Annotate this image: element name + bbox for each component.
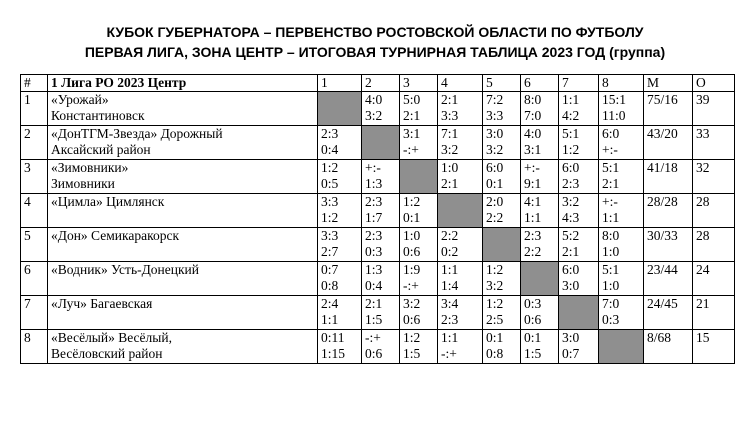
result-cell: [400, 262, 438, 296]
row-number: 7: [21, 296, 48, 330]
row-number: 2: [21, 126, 48, 160]
match-score-second: 0:5: [321, 176, 339, 191]
team-name-line: «Луч» Багаевская: [51, 296, 153, 311]
table-row: [21, 160, 735, 194]
team-name: [48, 194, 318, 228]
result-cell: [559, 126, 599, 160]
result-cell: [559, 228, 599, 262]
match-score-first: 3:1: [403, 126, 421, 141]
match-score-first: 0:1: [486, 330, 504, 345]
match-score-second: 2:1: [403, 108, 421, 123]
match-score-first: 7:2: [486, 92, 504, 107]
match-score-second: 3:3: [441, 108, 459, 123]
match-score-first: 2:3: [365, 228, 383, 243]
table-title-line1: КУБОК ГУБЕРНАТОРА – ПЕРВЕНСТВО РОСТОВСКОЙ ОБЛАСТИ ПО ФУТБОЛУ: [106, 24, 644, 40]
result-cell: [438, 262, 483, 296]
match-score-first: 6:0: [602, 126, 620, 141]
match-score-first: 5:1: [602, 160, 620, 175]
team-name-line: «Дон» Семикаракорск: [51, 228, 179, 243]
result-cell: [438, 296, 483, 330]
result-cell: [521, 228, 559, 262]
table-row: [21, 262, 735, 296]
result-cell: [318, 330, 362, 364]
match-score-second: 1:7: [365, 210, 383, 225]
result-cell: [362, 262, 400, 296]
result-cell: [438, 330, 483, 364]
result-cell: [400, 228, 438, 262]
match-score-first: 2:2: [441, 228, 459, 243]
match-score-second: 1:5: [365, 312, 383, 327]
match-score-second: 0:6: [403, 312, 421, 327]
header-col-8: 8: [599, 75, 644, 92]
match-score-first: 6:0: [562, 262, 580, 277]
result-cell: [318, 194, 362, 228]
match-score-first: 6:0: [562, 160, 580, 175]
match-score-first: 2:3: [321, 126, 339, 141]
team-name: [48, 92, 318, 126]
match-score-first: 1:2: [403, 330, 421, 345]
match-score-first: 5:1: [562, 126, 580, 141]
match-score-first: 3:0: [562, 330, 580, 345]
match-score-second: 0:1: [486, 176, 504, 191]
match-score-first: 15:1: [602, 92, 627, 107]
match-score-second: 3:2: [365, 108, 383, 123]
team-name-line: Весёловский район: [51, 346, 163, 361]
team-name-line: Зимовники: [51, 176, 115, 191]
result-cell: [521, 126, 559, 160]
match-score-first: 1:1: [441, 330, 459, 345]
points-cell: 15: [693, 330, 735, 364]
result-cell: [483, 296, 521, 330]
standings-table: [20, 74, 735, 364]
header-col-4: 4: [438, 75, 483, 92]
points-cell: 24: [693, 262, 735, 296]
header-col-3: 3: [400, 75, 438, 92]
result-cell: [559, 92, 599, 126]
diagonal-cell: [400, 160, 438, 194]
result-cell: [400, 330, 438, 364]
match-score-first: 0:7: [321, 262, 339, 277]
header-col-7: 7: [559, 75, 599, 92]
result-cell: [483, 330, 521, 364]
match-score-first: 2:0: [486, 194, 504, 209]
result-cell: [400, 194, 438, 228]
match-score-first: 3:3: [321, 228, 339, 243]
result-cell: [318, 126, 362, 160]
result-cell: [559, 160, 599, 194]
match-score-second: 3:2: [486, 142, 504, 157]
team-name: [48, 228, 318, 262]
result-cell: [438, 160, 483, 194]
result-cell: [438, 228, 483, 262]
header-row: [21, 75, 735, 92]
team-name: [48, 160, 318, 194]
match-score-first: 1:2: [403, 194, 421, 209]
match-score-first: 1:0: [441, 160, 459, 175]
team-name-line: «Цимла» Цимлянск: [51, 194, 165, 209]
standings-table-container: [20, 74, 735, 364]
match-score-second: 0:6: [365, 346, 383, 361]
match-score-first: -:+: [365, 330, 381, 345]
points-cell: 21: [693, 296, 735, 330]
goals-cell: 24/45: [644, 296, 693, 330]
diagonal-cell: [438, 194, 483, 228]
result-cell: [521, 194, 559, 228]
result-cell: [521, 160, 559, 194]
match-score-second: 1:1: [321, 312, 339, 327]
match-score-second: 0:8: [486, 346, 504, 361]
match-score-second: 1:2: [562, 142, 580, 157]
match-score-first: 1:1: [562, 92, 580, 107]
match-score-second: 1:3: [365, 176, 383, 191]
points-cell: 33: [693, 126, 735, 160]
result-cell: [362, 228, 400, 262]
match-score-second: 2:2: [486, 210, 504, 225]
header-league: 1 Лига РО 2023 Центр: [48, 75, 318, 92]
table-row: [21, 296, 735, 330]
goals-cell: 23/44: [644, 262, 693, 296]
match-score-first: 1:2: [321, 160, 339, 175]
match-score-first: 4:1: [524, 194, 542, 209]
row-number: 6: [21, 262, 48, 296]
match-score-second: -:+: [403, 278, 419, 293]
result-cell: [483, 160, 521, 194]
match-score-second: 2:3: [562, 176, 580, 191]
match-score-first: 4:0: [365, 92, 383, 107]
match-score-first: 2:1: [365, 296, 383, 311]
match-score-second: 2:7: [321, 244, 339, 259]
match-score-second: 0:3: [602, 312, 620, 327]
match-score-second: 3:2: [441, 142, 459, 157]
match-score-second: 2:1: [562, 244, 580, 259]
team-name-line: «Урожай»: [51, 92, 109, 107]
header-points: О: [693, 75, 735, 92]
match-score-first: +:-: [602, 194, 618, 209]
match-score-second: 0:1: [403, 210, 421, 225]
result-cell: [318, 296, 362, 330]
match-score-second: 2:2: [524, 244, 542, 259]
match-score-first: 1:9: [403, 262, 421, 277]
result-cell: [599, 92, 644, 126]
match-score-second: +:-: [602, 142, 618, 157]
team-name-line: «ДонТГМ-Звезда» Дорожный: [51, 126, 223, 141]
row-number: 8: [21, 330, 48, 364]
team-name: [48, 126, 318, 160]
match-score-second: 1:5: [403, 346, 421, 361]
team-name: [48, 330, 318, 364]
result-cell: [318, 228, 362, 262]
table-row: [21, 330, 735, 364]
match-score-second: 7:0: [524, 108, 542, 123]
result-cell: [362, 330, 400, 364]
goals-cell: 75/16: [644, 92, 693, 126]
result-cell: [521, 92, 559, 126]
match-score-second: 0:3: [365, 244, 383, 259]
match-score-second: 4:3: [562, 210, 580, 225]
match-score-first: 4:0: [524, 126, 542, 141]
match-score-first: 3:2: [403, 296, 421, 311]
diagonal-cell: [483, 228, 521, 262]
match-score-first: 1:1: [441, 262, 459, 277]
match-score-second: 1:1: [602, 210, 620, 225]
result-cell: [599, 126, 644, 160]
match-score-first: 1:2: [486, 296, 504, 311]
match-score-first: 8:0: [524, 92, 542, 107]
match-score-second: 1:5: [524, 346, 542, 361]
row-number: 5: [21, 228, 48, 262]
match-score-first: 1:3: [365, 262, 383, 277]
team-name-line: «Зимовники»: [51, 160, 129, 175]
row-number: 1: [21, 92, 48, 126]
diagonal-cell: [599, 330, 644, 364]
match-score-second: 0:8: [321, 278, 339, 293]
match-score-first: 0:11: [321, 330, 345, 345]
result-cell: [362, 296, 400, 330]
team-name-line: «Весёлый» Весёлый,: [51, 330, 172, 345]
match-score-second: 2:1: [602, 176, 620, 191]
match-score-second: 1:15: [321, 346, 346, 361]
row-number: 3: [21, 160, 48, 194]
match-score-first: 2:3: [365, 194, 383, 209]
result-cell: [599, 160, 644, 194]
result-cell: [318, 160, 362, 194]
match-score-first: 0:1: [524, 330, 542, 345]
result-cell: [362, 160, 400, 194]
match-score-first: 5:2: [562, 228, 580, 243]
result-cell: [400, 92, 438, 126]
team-name-line: Аксайский район: [51, 142, 151, 157]
table-row: [21, 126, 735, 160]
match-score-second: 1:1: [524, 210, 542, 225]
result-cell: [559, 194, 599, 228]
match-score-first: 7:0: [602, 296, 620, 311]
goals-cell: 28/28: [644, 194, 693, 228]
header-goals: М: [644, 75, 693, 92]
match-score-first: 3:4: [441, 296, 459, 311]
header-col-5: 5: [483, 75, 521, 92]
points-cell: 32: [693, 160, 735, 194]
match-score-first: 3:2: [562, 194, 580, 209]
result-cell: [559, 330, 599, 364]
table-row: [21, 228, 735, 262]
table-row: [21, 194, 735, 228]
match-score-second: -:+: [403, 142, 419, 157]
match-score-second: 0:4: [321, 142, 339, 157]
result-cell: [438, 126, 483, 160]
goals-cell: 41/18: [644, 160, 693, 194]
goals-cell: 30/33: [644, 228, 693, 262]
match-score-first: 6:0: [486, 160, 504, 175]
match-score-second: 3:2: [486, 278, 504, 293]
result-cell: [438, 92, 483, 126]
match-score-second: 3:0: [562, 278, 580, 293]
table-row: [21, 92, 735, 126]
result-cell: [599, 262, 644, 296]
result-cell: [599, 194, 644, 228]
match-score-first: +:-: [524, 160, 540, 175]
goals-cell: 8/68: [644, 330, 693, 364]
result-cell: [483, 194, 521, 228]
header-col-6: 6: [521, 75, 559, 92]
result-cell: [483, 92, 521, 126]
result-cell: [400, 296, 438, 330]
header-num: #: [21, 75, 48, 92]
result-cell: [483, 262, 521, 296]
match-score-second: -:+: [441, 346, 457, 361]
match-score-first: 2:4: [321, 296, 339, 311]
match-score-first: 5:0: [403, 92, 421, 107]
row-number: 4: [21, 194, 48, 228]
result-cell: [362, 194, 400, 228]
match-score-first: 1:0: [403, 228, 421, 243]
diagonal-cell: [362, 126, 400, 160]
points-cell: 28: [693, 194, 735, 228]
match-score-second: 3:3: [486, 108, 504, 123]
points-cell: 39: [693, 92, 735, 126]
match-score-second: 9:1: [524, 176, 542, 191]
match-score-first: 8:0: [602, 228, 620, 243]
match-score-second: 0:4: [365, 278, 383, 293]
table-title-line2: ПЕРВАЯ ЛИГА, ЗОНА ЦЕНТР – ИТОГОВАЯ ТУРНИРНАЯ ТАБЛИЦА 2023 ГОД (группа): [84, 44, 666, 60]
match-score-first: 7:1: [441, 126, 459, 141]
match-score-first: 5:1: [602, 262, 620, 277]
match-score-first: 3:0: [486, 126, 504, 141]
match-score-first: 2:1: [441, 92, 459, 107]
team-name: [48, 296, 318, 330]
match-score-second: 1:4: [441, 278, 459, 293]
result-cell: [521, 296, 559, 330]
match-score-second: 0:7: [562, 346, 580, 361]
match-score-second: 1:2: [321, 210, 339, 225]
match-score-first: 3:3: [321, 194, 339, 209]
team-name-line: «Водник» Усть-Донецкий: [51, 262, 200, 277]
result-cell: [483, 126, 521, 160]
result-cell: [559, 262, 599, 296]
match-score-second: 2:5: [486, 312, 504, 327]
team-name-line: Константиновск: [51, 108, 145, 123]
match-score-second: 1:0: [602, 278, 620, 293]
result-cell: [599, 228, 644, 262]
result-cell: [400, 126, 438, 160]
match-score-first: 1:2: [486, 262, 504, 277]
points-cell: 28: [693, 228, 735, 262]
match-score-first: 2:3: [524, 228, 542, 243]
diagonal-cell: [559, 296, 599, 330]
match-score-first: +:-: [365, 160, 381, 175]
match-score-second: 2:1: [441, 176, 459, 191]
match-score-second: 0:6: [403, 244, 421, 259]
match-score-first: 0:3: [524, 296, 542, 311]
diagonal-cell: [521, 262, 559, 296]
result-cell: [318, 262, 362, 296]
match-score-second: 2:3: [441, 312, 459, 327]
result-cell: [521, 330, 559, 364]
result-cell: [362, 92, 400, 126]
match-score-second: 3:1: [524, 142, 542, 157]
match-score-second: 0:6: [524, 312, 542, 327]
match-score-second: 4:2: [562, 108, 580, 123]
team-name: [48, 262, 318, 296]
header-col-1: 1: [318, 75, 362, 92]
match-score-second: 11:0: [602, 108, 626, 123]
goals-cell: 43/20: [644, 126, 693, 160]
match-score-second: 0:2: [441, 244, 459, 259]
match-score-second: 1:0: [602, 244, 620, 259]
result-cell: [599, 296, 644, 330]
diagonal-cell: [318, 92, 362, 126]
header-col-2: 2: [362, 75, 400, 92]
